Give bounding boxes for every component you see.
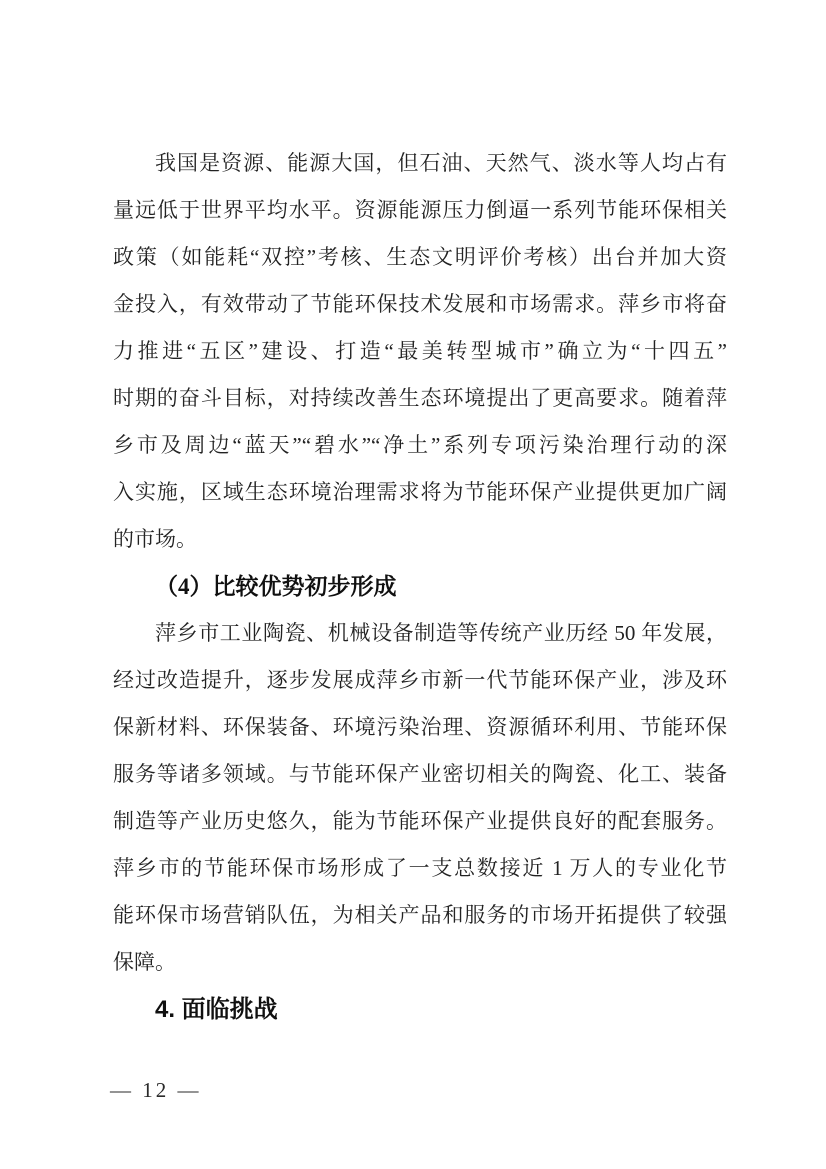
paragraph-1-line: 的市场。 (113, 527, 197, 551)
paragraph-1-line: 量远低于世界平均水平。资源能源压力倒逼一系列节能环保相关 (113, 198, 727, 222)
paragraph-1-line: 我国是资源、能源大国，但石油、天然气、淡水等人均占有 (155, 151, 727, 175)
paragraph-1-line: 政策（如能耗“双控”考核、生态文明评价考核）出台并加大资 (113, 245, 727, 269)
paragraph-1-line: 入实施，区域生态环境治理需求将为节能环保产业提供更加广阔 (113, 480, 727, 504)
paragraph-1-line: 乡市及周边“蓝天”“碧水”“净土”系列专项污染治理行动的深 (113, 433, 727, 457)
paragraph-2-line: 经过改造提升，逐步发展成萍乡市新一代节能环保产业，涉及环 (113, 668, 727, 692)
paragraph-2-line: 保障。 (113, 950, 176, 974)
paragraph-2-line: 能环保市场营销队伍，为相关产品和服务的市场开拓提供了较强 (113, 903, 727, 927)
page-body (113, 140, 727, 1033)
paragraph-1-line: 力推进“五区”建设、打造“最美转型城市”确立为“十四五” (113, 339, 727, 363)
page-number (110, 1078, 202, 1103)
paragraph-2-line: 萍乡市工业陶瓷、机械设备制造等传统产业历经 50 年发展， (155, 621, 727, 645)
page-number-text: — 12 — (110, 1078, 202, 1102)
section-heading-challenges: 4. 面临挑战 (155, 996, 278, 1023)
paragraph-2-line: 制造等产业历史悠久，能为节能环保产业提供良好的配套服务。 (113, 809, 727, 833)
paragraph-1-line: 金投入，有效带动了节能环保技术发展和市场需求。萍乡市将奋 (113, 292, 727, 316)
paragraph-2-line: 服务等诸多领域。与节能环保产业密切相关的陶瓷、化工、装备 (113, 762, 727, 786)
section-heading-comparative-advantage: （4）比较优势初步形成 (155, 574, 397, 599)
paragraph-2-line: 萍乡市的节能环保市场形成了一支总数接近 1 万人的专业化节 (113, 856, 727, 880)
paragraph-1-line: 时期的奋斗目标，对持续改善生态环境提出了更高要求。随着萍 (113, 386, 727, 410)
paragraph-2-line: 保新材料、环保装备、环境污染治理、资源循环利用、节能环保 (113, 715, 727, 739)
